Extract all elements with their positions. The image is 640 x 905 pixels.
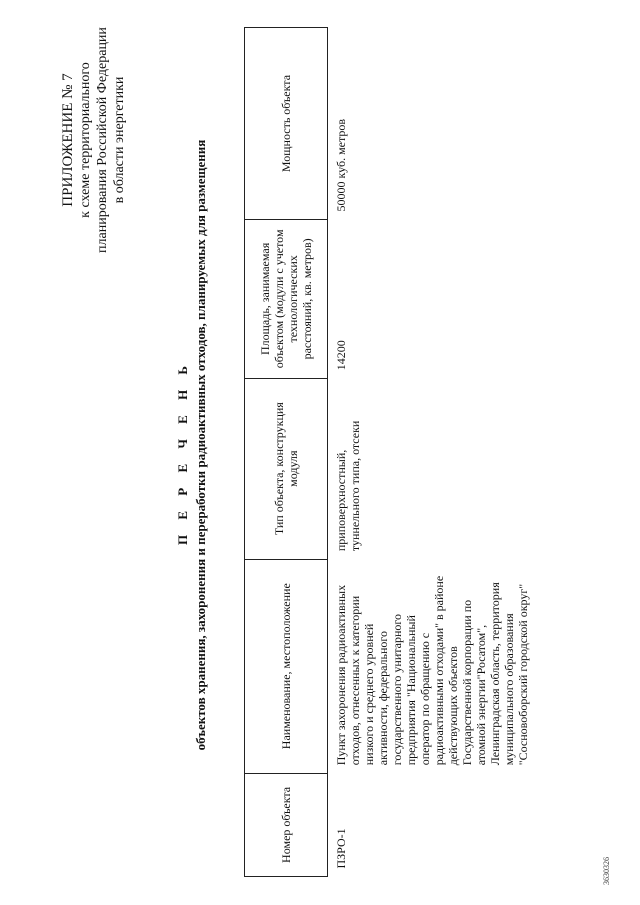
- header-area: Площадь, занимаемая объектом (модули с учетом технологических расстояний, кв. метров): [245, 220, 328, 379]
- cell-number: ПЗРО-1: [334, 828, 348, 869]
- appendix-line: планирования Российской Федерации: [95, 27, 110, 253]
- appendix-title: ПРИЛОЖЕНИЕ № 7: [60, 73, 76, 207]
- cell-capacity: 50000 куб. метров: [334, 118, 348, 212]
- document-subtitle: объектов хранения, захоронения и переработки радиоактивных отходов, планируемых для размещения: [193, 139, 208, 751]
- appendix-line: к схеме территориального: [78, 62, 93, 218]
- cell-type: приповерхностный, туннельного типа, отсеки: [334, 420, 362, 552]
- table-header-row: [245, 28, 328, 877]
- appendix-block: [60, 15, 128, 265]
- header-capacity: Мощность объекта: [245, 28, 328, 220]
- document-heading: П Е Р Е Ч Е Н Ь: [175, 359, 190, 546]
- document-number: 3630326: [602, 857, 611, 885]
- header-type: Тип объекта, конструкция модуля: [245, 378, 328, 559]
- objects-table: [244, 27, 536, 877]
- header-number: Номер объекта: [245, 773, 328, 876]
- header-name: Наименование, местоположение: [245, 559, 328, 773]
- cell-area: 14200: [334, 340, 348, 371]
- table-row: [328, 28, 537, 877]
- appendix-line: в области энергетики: [112, 76, 127, 204]
- cell-name: Пункт захоронения радиоактивных отходов, отнесенных к категории низкого и среднего уровней активности, федерального государственного унитарного предприятия "Национальный оператор по обращению с радиоактивными отходами" в районе действующих объектов Государственной корпорации по атомной энергии"Росатом", Ленинградская область, территория муниципального образования "Сосновоборский городской округ": [334, 575, 530, 766]
